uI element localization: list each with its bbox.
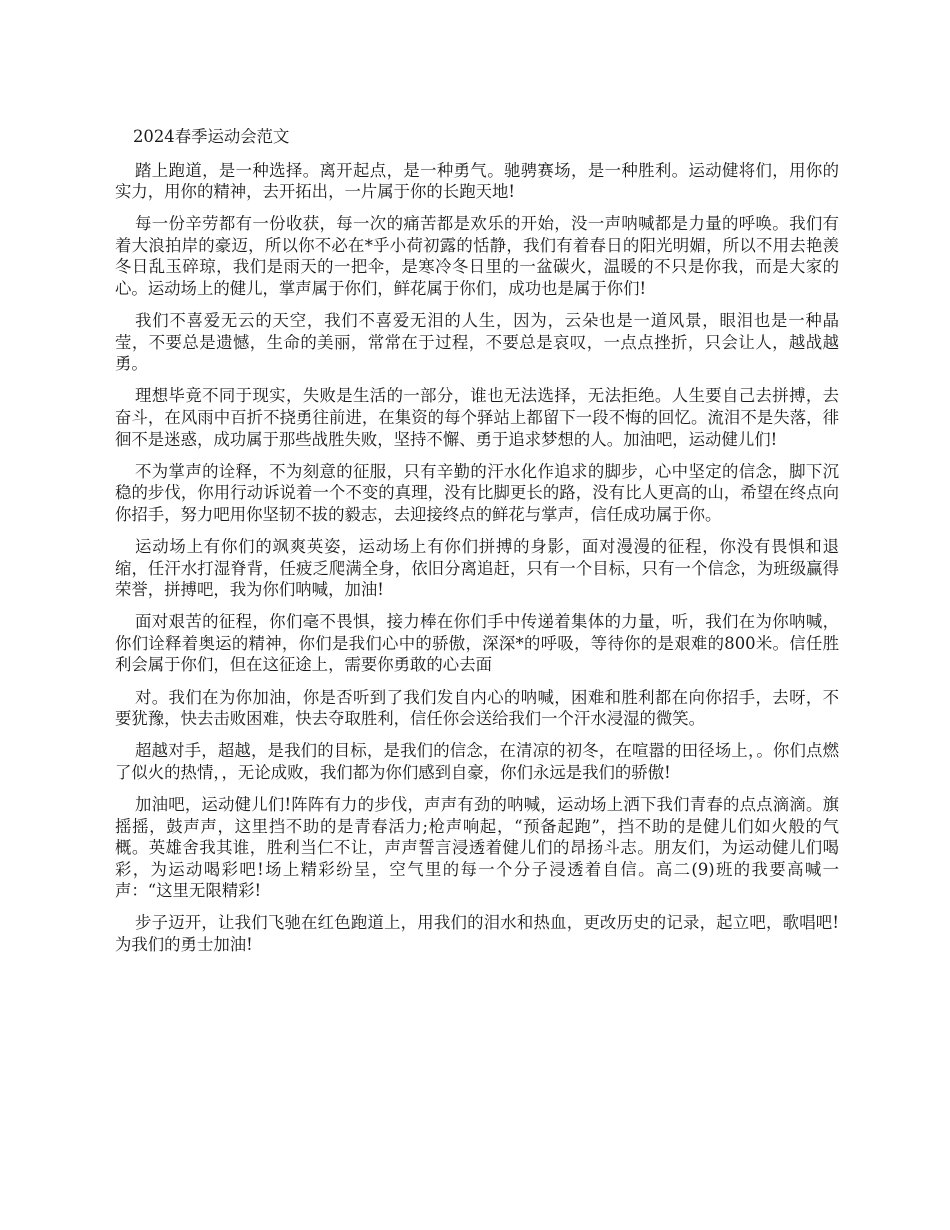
paragraph-9: 超越对手，超越，是我们的目标，是我们的信念，在清凉的初冬，在喧嚣的田径场上，。你们点燃了似火的热情，，无论成败，我们都为你们感到自豪，你们永远是我们的骄傲! bbox=[115, 741, 839, 782]
paragraph-4: 理想毕竟不同于现实，失败是生活的一部分，谁也无法选择，无法拒绝。人生要自己去拼搏，去奋斗，在风雨中百折不挠勇往前进，在集资的每个驿站上都留下一段不悔的回忆。流泪不是失落，徘徊不是迷惑，成功属于那些战胜失败，坚持不懈、勇于追求梦想的人。加油吧，运动健儿们! bbox=[115, 386, 839, 449]
paragraph-3: 我们不喜爱无云的天空，我们不喜爱无泪的人生，因为，云朵也是一道风景，眼泪也是一种晶莹，不要总是遗憾，生命的美丽，常常在于过程，不要总是哀叹，一点点挫折，只会让人，越战越勇。 bbox=[115, 311, 839, 374]
paragraph-2: 每一份辛劳都有一份收获，每一次的痛苦都是欢乐的开始，没一声呐喊都是力量的呼唤。我们有着大浪拍岸的豪迈，所以你不必在*乎小荷初露的恬静，我们有着春日的阳光明媚，所以不用去艳羡冬日乱玉碎琼，我们是雨天的一把伞，是寒冷冬日里的一盆碳火，温暖的不只是你我，而是大家的心。运动场上的健儿，掌声属于你们，鲜花属于你们，成功也是属于你们! bbox=[115, 214, 839, 299]
document-body bbox=[115, 126, 839, 966]
paragraph-1: 踏上跑道，是一种选择。离开起点，是一种勇气。驰骋赛场，是一种胜利。运动健将们，用你的实力，用你的精神，去开拓出，一片属于你的长跑天地! bbox=[115, 160, 839, 202]
paragraph-6: 运动场上有你们的飒爽英姿，运动场上有你们拼搏的身影，面对漫漫的征程，你没有畏惧和退缩，任汗水打湿脊背，任疲乏爬满全身，依旧分离追赶，只有一个目标，只有一个信念，为班级赢得荣誉，拼搏吧，我为你们呐喊，加油! bbox=[115, 537, 839, 600]
paragraph-10: 加油吧，运动健儿们!阵阵有力的步伐，声声有劲的呐喊，运动场上洒下我们青春的点点滴滴。旗摇摇，鼓声声，这里挡不助的是青春活力;枪声响起，“预备起跑”，挡不助的是健儿们如火般的气概。英雄舍我其谁，胜利当仁不让，声声誓言浸透着健儿们的昂扬斗志。朋友们，为运动健儿们喝彩，为运动喝彩吧!场上精彩纷呈，空气里的每一个分子浸透着自信。高二(9)班的我要高喊一声：“这里无限精彩! bbox=[115, 794, 839, 901]
paragraph-5: 不为掌声的诠释，不为刻意的征服，只有辛勤的汗水化作追求的脚步，心中坚定的信念，脚下沉稳的步伐，你用行动诉说着一个不变的真理，没有比脚更长的路，没有比人更高的山，希望在终点向你招手，努力吧用你坚韧不拔的毅志，去迎接终点的鲜花与掌声，信任成功属于你。 bbox=[115, 461, 839, 524]
paragraph-7: 面对艰苦的征程，你们毫不畏惧，接力棒在你们手中传递着集体的力量，听，我们在为你呐喊，你们诠释着奥运的精神，你们是我们心中的骄傲，深深*的呼吸，等待你的是艰难的800米。信任胜利会属于你们，但在这征途上，需要你勇敢的心去面 bbox=[115, 612, 839, 675]
document-title: 2024春季运动会范文 bbox=[133, 127, 290, 146]
paragraph-11: 步子迈开，让我们飞驰在红色跑道上，用我们的泪水和热血，更改历史的记录，起立吧，歌唱吧!为我们的勇士加油! bbox=[115, 913, 839, 954]
paragraph-8: 对。我们在为你加油，你是否听到了我们发自内心的呐喊，困难和胜利都在向你招手，去呀，不要犹豫，快去击败困难，快去夺取胜利，信任你会送给我们一个汗水浸湿的微笑。 bbox=[115, 687, 839, 729]
